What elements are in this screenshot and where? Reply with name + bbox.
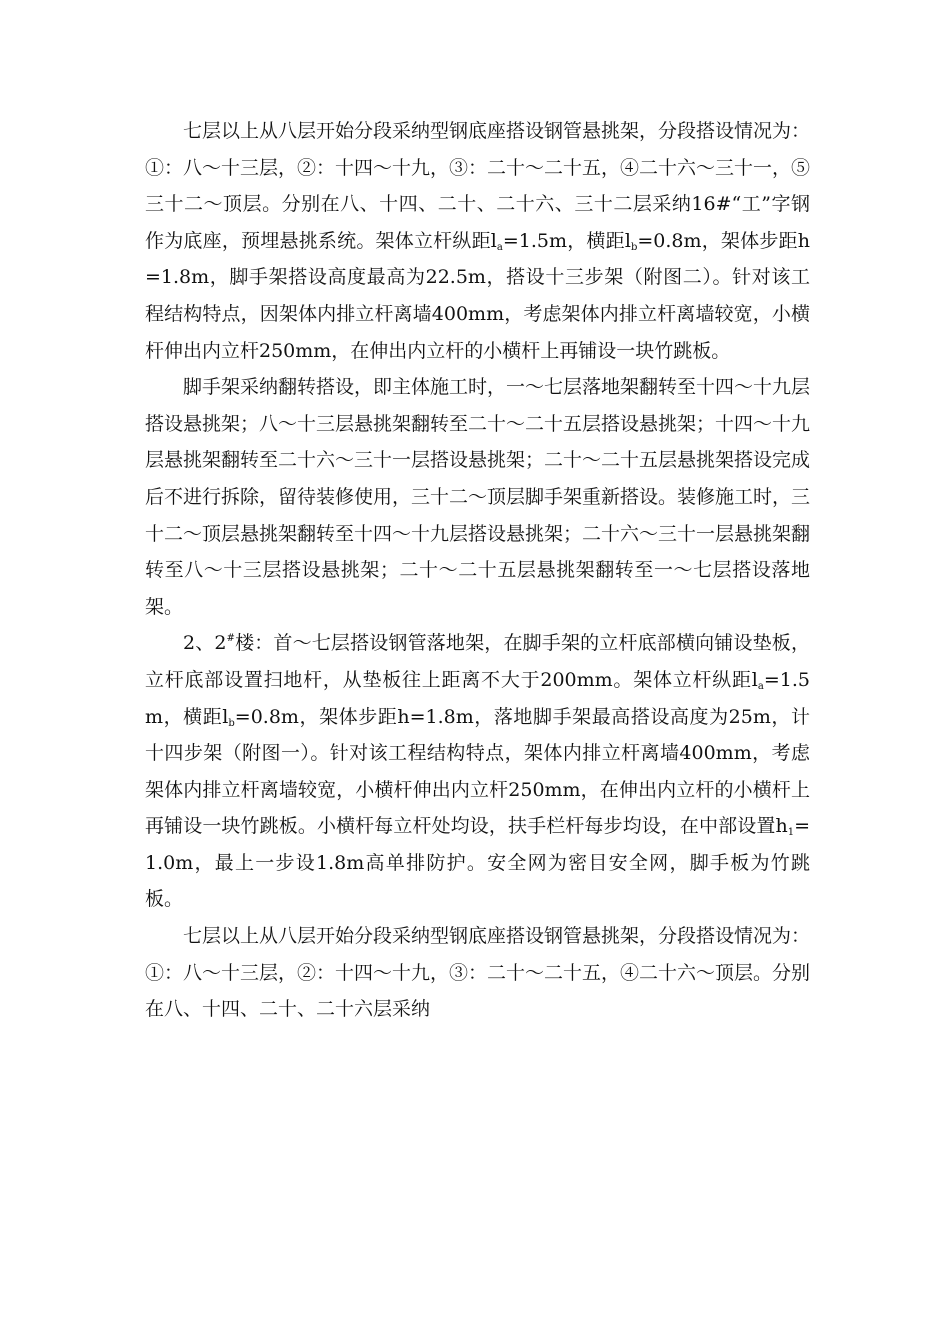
paragraph-text: =1.0m，最上一步设1.8m高单排防护。安全网为密目安全网，脚手板为竹跳板。 xyxy=(145,815,810,911)
paragraph-3 xyxy=(145,625,810,918)
superscript-hash: # xyxy=(226,633,235,645)
paragraph-text: 楼：首～七层搭设钢管落地架，在脚手架的立杆底部横向铺设垫板，立杆底部设置扫地杆，从垫板往上距离不大于200mm。架体立杆纵距l xyxy=(145,632,810,691)
subscript-a: a xyxy=(757,680,764,692)
paragraph-text: 七层以上从八层开始分段采纳型钢底座搭设钢管悬挑架，分段搭设情况为：①：八～十三层，②：十四～十九，③：二十～二十五，④二十六～三十一，⑤三十二～顶层。分别在八、十四、二十、二十六、三十二层采纳16#“工”字钢作为底座，预埋悬挑系统。架体立杆纵距l xyxy=(145,120,811,252)
paragraph-text: =1.5m，横距l xyxy=(145,668,810,728)
paragraph-text: =1.5m，横距l xyxy=(502,229,631,252)
subscript-1: 1 xyxy=(787,827,795,839)
paragraph-text: =0.8m，架体步距h=1.8m，脚手架搭设高度最高为22.5m，搭设十三步架（附图二）。针对该工程结构特点，因架体内排立杆离墙400mm，考虑架体内排立杆离墙较宽，小横杆伸出内立杆250mm，在伸出内立杆的小横杆上再铺设一块竹跳板。 xyxy=(145,229,811,362)
document-body xyxy=(145,113,810,1028)
subscript-b: b xyxy=(228,717,235,729)
subscript-a: a xyxy=(496,241,503,253)
paragraph-1 xyxy=(145,113,810,369)
paragraph-text: 脚手架采纳翻转搭设，即主体施工时，一～七层落地架翻转至十四～十九层搭设悬挑架；八～十三层悬挑架翻转至二十～二十五层搭设悬挑架；十四～十九层悬挑架翻转至二十六～三十一层搭设悬挑架；二十～二十五层悬挑架搭设完成后不进行拆除，留待装修使用，三十二～顶层脚手架重新搭设。装修施工时，三十二～顶层悬挑架翻转至十四～十九层搭设悬挑架；二十六～三十一层悬挑架翻转至八～十三层搭设悬挑架；二十～二十五层悬挑架翻转至一～七层搭设落地架。 xyxy=(145,376,811,618)
paragraph-text: =0.8m，架体步距h=1.8m，落地脚手架最高搭设高度为25m，计十四步架（附图一）。针对该工程结构特点，架体内排立杆离墙400mm，考虑架体内排立杆离墙较宽，小横杆伸出内立杆250mm，在伸出内立杆的小横杆上再铺设一块竹跳板。小横杆每立杆处均设，扶手栏杆每步均设，在中部设置h xyxy=(145,705,810,838)
paragraph-2 xyxy=(145,369,810,625)
paragraph-4 xyxy=(145,918,810,1028)
paragraph-text: 七层以上从八层开始分段采纳型钢底座搭设钢管悬挑架，分段搭设情况为：①：八～十三层，②：十四～十九，③：二十～二十五，④二十六～顶层。分别在八、十四、二十、二十六层采纳 xyxy=(145,925,811,1021)
paragraph-text: 2、2 xyxy=(183,632,227,655)
subscript-b: b xyxy=(630,241,638,253)
